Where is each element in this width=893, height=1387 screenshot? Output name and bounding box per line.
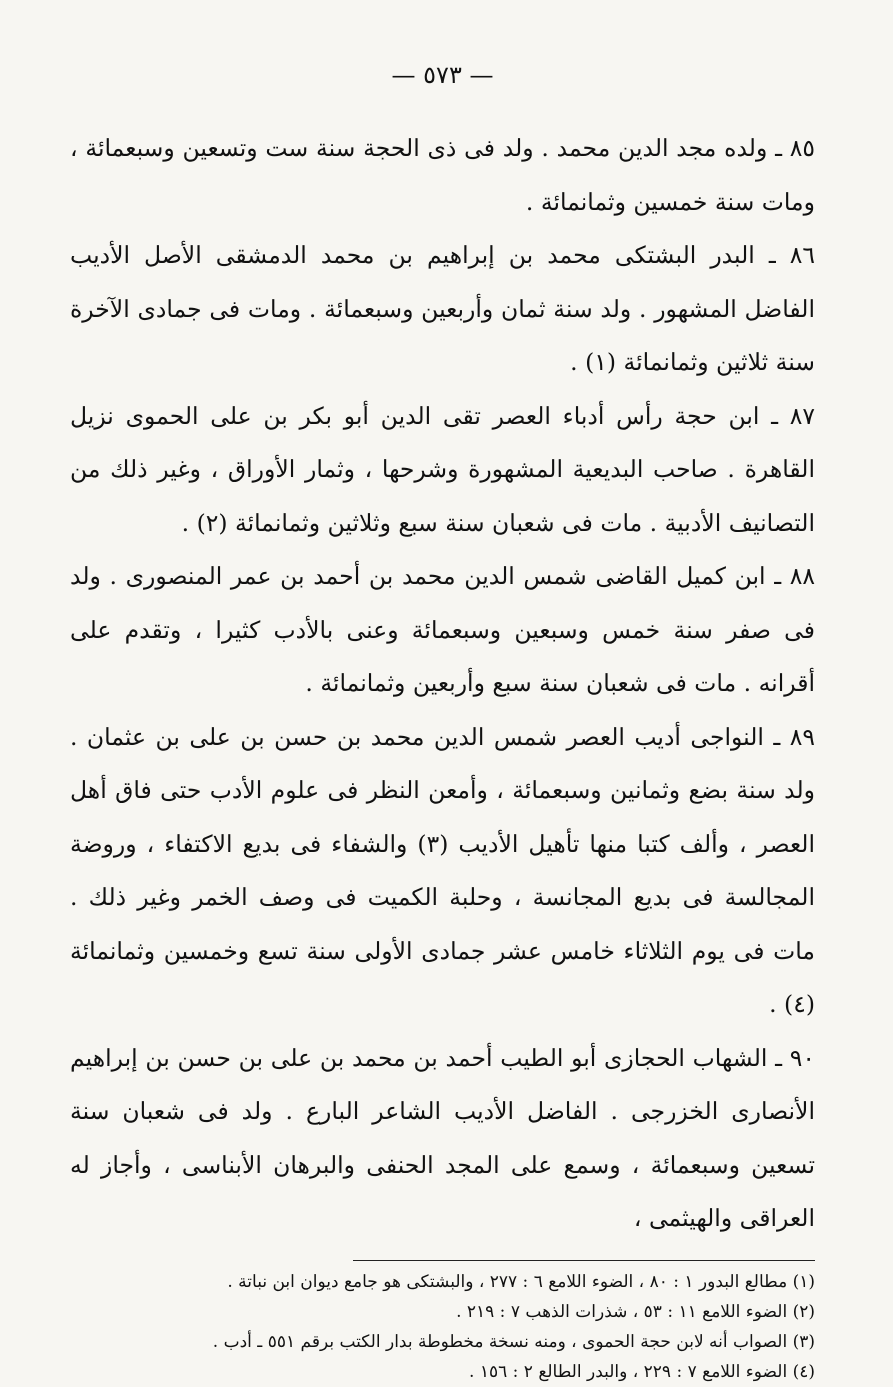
page-number: — ٥٧٣ —: [391, 61, 494, 89]
entry-87: ٨٧ ـ ابن حجة رأس أدباء العصر تقى الدين أبو بكر بن على الحموى نزيل القاهرة . صاحب البديعية المشهورة وشرحها ، وثمار الأوراق ، وغير ذلك من التصانيف الأدبية . مات فى شعبان سنة سبع وثلاثين وثمانمائة (٢) .: [70, 401, 816, 537]
entry-89: ٨٩ ـ النواجى أديب العصر شمس الدين محمد بن حسن بن على بن عثمان . ولد سنة بضع وثمانين وسبعمائة ، وأمعن النظر فى علوم الأدب حتى فاق أهل العصر ، وألف كتبا منها تأهيل الأديب (٣) والشفاء فى بديع الاكتفاء ، وروضة المجالسة فى بديع المجانسة ، وحلبة الكميت فى وصف الخمر وغير ذلك . مات فى يوم الثلاثاء خامس عشر جمادى الأولى سنة تسع وخمسين وثمانمائة (٤) .: [70, 722, 815, 1018]
footnote-4: (٤) الضوء اللامع ٧ : ٢٢٩ ، والبدر الطالع ٢ : ١٥٦ .: [469, 1361, 815, 1382]
entry-88: ٨٨ ـ ابن كميل القاضى شمس الدين محمد بن أحمد بن عمر المنصورى . ولد فى صفر سنة خمس وسبعين وسبعمائة وعنى بالأدب كثيرا ، وتقدم على أقرانه . مات فى شعبان سنة سبع وأربعين وثمانمائة .: [70, 562, 815, 697]
footnote-2: (٢) الضوء اللامع ١١ : ٥٣ ، شذرات الذهب ٧ : ٢١٩ .: [456, 1301, 815, 1322]
footnote-divider: [353, 1260, 815, 1261]
entry-90: ٩٠ ـ الشهاب الحجازى أبو الطيب أحمد بن محمد بن على بن حسن بن إبراهيم الأنصارى الخزرجى . الفاضل الأديب الشاعر البارع . ولد فى شعبان سنة تسعين وسبعمائة ، وسمع على المجد الحنفى والبرهان الأبناسى ، وأجاز له العراقى والهيثمى ،: [70, 1043, 815, 1232]
entry-85: ٨٥ ـ ولده مجد الدين محمد . ولد فى ذى الحجة سنة ست وتسعين وسبعمائة ، ومات سنة خمسين وثمانمائة .: [70, 134, 815, 216]
biography-entries: [70, 122, 815, 1246]
footnote-3: (٣) الصواب أنه لابن حجة الحموى ، ومنه نسخة مخطوطة بدار الكتب برقم ٥٥١ ـ أدب .: [212, 1331, 815, 1352]
entry-86: ٨٦ ـ البدر البشتكى محمد بن إبراهيم بن محمد الدمشقى الأصل الأديب الفاضل المشهور . ولد سنة ثمان وأربعين وسبعمائة . ومات فى جمادى الآخرة سنة ثلاثين وثمانمائة (١) .: [70, 241, 815, 376]
footnote-1: (١) مطالع البدور ١ : ٨٠ ، الضوء اللامع ٦ : ٢٧٧ ، والبشتكى هو جامع ديوان ابن نباتة .: [227, 1271, 815, 1292]
footnotes: [70, 1267, 815, 1387]
